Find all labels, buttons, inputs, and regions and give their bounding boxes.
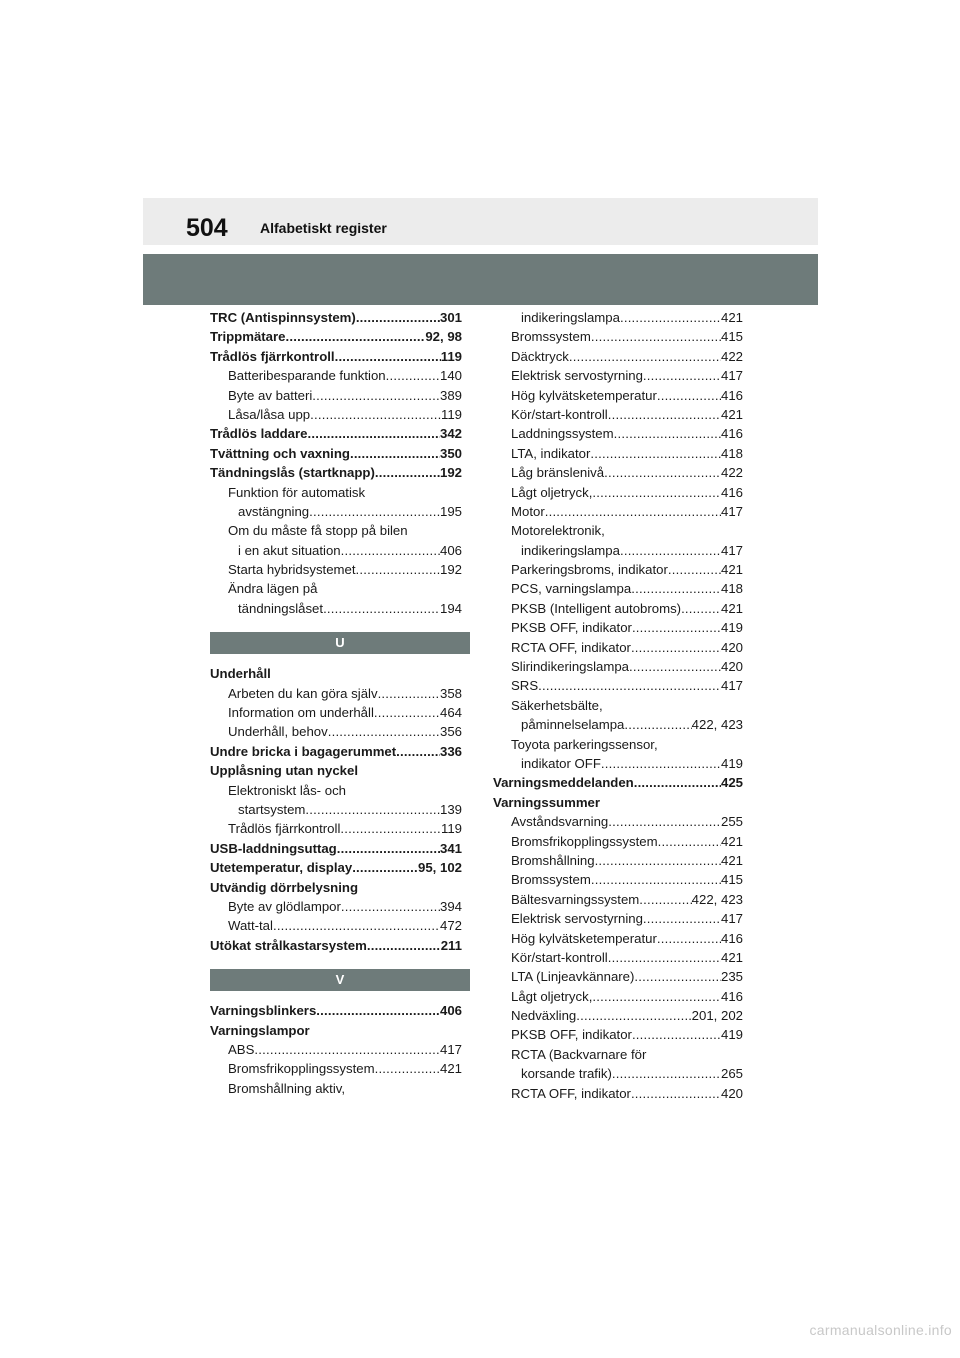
leader-dots <box>286 327 426 346</box>
index-entry-page: 418 <box>720 445 743 461</box>
leader-dots <box>310 405 441 424</box>
leader-dots <box>590 444 721 463</box>
index-entry-term: Låsa/låsa upp <box>228 406 311 422</box>
index-entry <box>210 424 462 443</box>
index-entry-page: 394 <box>439 898 462 914</box>
index-entry <box>210 463 462 482</box>
index-entry-term: ABS <box>228 1041 255 1057</box>
index-entry-term: Lågt oljetryck, <box>511 484 593 500</box>
header-bar <box>143 198 818 245</box>
index-entry-term: Hög kylvätsketemperatur <box>511 930 657 946</box>
index-entry-term: Watt-tal <box>228 918 273 934</box>
index-entry <box>493 1064 743 1083</box>
index-entry-term: TRC (Antispinnsystem) <box>210 310 356 325</box>
index-entry <box>210 1001 462 1020</box>
index-entry <box>210 327 462 346</box>
index-entry-term: Funktion för automatisk <box>228 484 366 500</box>
index-entry-page: 422 <box>720 348 743 364</box>
leader-dots <box>386 366 440 385</box>
index-entry <box>493 1025 743 1044</box>
leader-dots <box>657 386 721 405</box>
index-entry-term: Ändra lägen på <box>228 581 318 597</box>
index-entry <box>493 929 743 948</box>
leader-dots <box>367 936 441 955</box>
leader-dots <box>631 638 721 657</box>
index-entry-term: PKSB OFF, indikator <box>511 1027 632 1043</box>
index-entry <box>210 366 462 385</box>
index-entry-page: 417 <box>720 368 743 384</box>
index-entry-page: 422, 423 <box>691 891 743 907</box>
index-entry <box>493 521 743 540</box>
leader-dots <box>375 463 440 482</box>
index-entry-term: Nedväxling <box>511 1008 577 1024</box>
index-entry-page: 416 <box>720 426 743 442</box>
index-entry-page: 119 <box>440 406 462 422</box>
leader-dots <box>632 618 721 637</box>
leader-dots <box>305 800 440 819</box>
leader-dots <box>378 684 440 703</box>
index-entry-term: Bromssystem <box>511 872 591 888</box>
index-entry <box>210 916 462 935</box>
index-entry-term: Bältesvarningssystem <box>511 891 640 907</box>
index-entry <box>493 735 743 754</box>
leader-dots <box>657 929 721 948</box>
index-entry <box>210 722 462 741</box>
leader-dots <box>608 405 721 424</box>
index-entry-term: RCTA OFF, indikator <box>511 639 631 655</box>
index-entry <box>210 703 462 722</box>
leader-dots <box>620 541 721 560</box>
leader-dots <box>639 890 691 909</box>
leader-dots <box>634 967 721 986</box>
index-entry <box>493 987 743 1006</box>
index-entry-page: 211 <box>440 937 462 953</box>
leader-dots <box>356 308 440 327</box>
index-entry-page: 415 <box>720 329 743 345</box>
index-entry <box>493 909 743 928</box>
index-entry-page: 341 <box>439 840 462 856</box>
index-entry-page: 119 <box>440 821 462 837</box>
index-entry <box>210 405 462 424</box>
index-entry <box>493 870 743 889</box>
leader-dots <box>595 851 721 870</box>
index-entry-page: 421 <box>720 852 743 868</box>
index-entry <box>210 599 462 618</box>
index-entry-term: Undre bricka i bagagerummet <box>210 743 397 759</box>
index-entry-term: Säkerhetsbälte, <box>511 697 603 713</box>
index-entry <box>210 444 462 463</box>
index-entry-term: SRS <box>511 678 539 694</box>
index-entry-page: 139 <box>439 801 462 817</box>
leader-dots <box>631 579 721 598</box>
index-entry-page: 420 <box>720 1085 743 1101</box>
index-entry-page: 421 <box>720 310 743 325</box>
index-entry-term: Trådlös fjärrkontroll <box>228 821 341 837</box>
leader-dots <box>307 424 440 443</box>
index-entry <box>493 773 743 792</box>
index-entry <box>493 483 743 502</box>
index-entry-page: 421 <box>720 833 743 849</box>
index-entry <box>210 386 462 405</box>
index-entry <box>210 1059 462 1078</box>
index-entry-page: 358 <box>439 685 462 701</box>
index-entry-term: indikeringslampa <box>521 310 620 325</box>
index-entry <box>210 858 462 877</box>
index-entry-page: 265 <box>720 1066 743 1082</box>
index-entry-page: 417 <box>720 911 743 927</box>
index-entry <box>493 676 743 695</box>
index-entry-term: Hög kylvätsketemperatur <box>511 387 657 403</box>
leader-dots <box>612 1064 721 1083</box>
index-entry <box>210 560 462 579</box>
index-entry <box>210 1079 462 1098</box>
leader-dots <box>592 483 721 502</box>
leader-dots <box>634 773 721 792</box>
index-entry-page: 140 <box>439 368 462 384</box>
index-entry <box>493 967 743 986</box>
index-entry <box>493 948 743 967</box>
index-entry <box>210 878 462 897</box>
leader-dots <box>620 308 721 327</box>
index-entry <box>493 890 743 909</box>
leader-dots <box>576 1006 691 1025</box>
index-entry <box>493 793 743 812</box>
index-entry-term: Toyota parkeringssensor, <box>511 736 658 752</box>
leader-dots <box>604 463 721 482</box>
index-entry <box>493 366 743 385</box>
index-entry-page: 421 <box>720 562 743 578</box>
index-entry-term: indikator OFF <box>521 755 601 771</box>
index-entry-page: 301 <box>439 310 462 325</box>
index-entry-term: Tvättning och vaxning <box>210 445 350 461</box>
index-entry-term: Kör/start-kontroll <box>511 406 608 422</box>
index-entry-page: 464 <box>439 705 462 721</box>
index-entry <box>493 560 743 579</box>
leader-dots <box>629 657 721 676</box>
index-entry-page: 416 <box>720 988 743 1004</box>
index-entry <box>493 638 743 657</box>
index-entry-page: 195 <box>439 503 462 519</box>
index-entry-term: Trådlös fjärrkontroll <box>210 348 335 364</box>
index-entry-page: 425 <box>720 775 743 791</box>
index-entry-page: 472 <box>439 918 462 934</box>
index-entry-term: Utvändig dörrbelysning <box>210 879 359 895</box>
index-entry <box>493 1006 743 1025</box>
leader-dots <box>316 1001 440 1020</box>
index-entry-page: 419 <box>720 620 743 636</box>
leader-dots <box>335 347 441 366</box>
index-entry-term: Om du måste få stopp på bilen <box>228 523 408 539</box>
leader-dots <box>356 560 440 579</box>
index-entry-page: 342 <box>439 426 462 442</box>
index-entry-page: 336 <box>439 743 462 759</box>
index-entry-page: 235 <box>720 969 743 985</box>
index-entry-page: 192 <box>439 562 462 578</box>
index-entry <box>493 405 743 424</box>
index-entry-term: Motorelektronik, <box>511 523 605 539</box>
index-entry-page: 194 <box>439 600 462 616</box>
index-entry-page: 416 <box>720 484 743 500</box>
index-entry <box>210 781 462 800</box>
index-entry <box>210 761 462 780</box>
index-entry <box>493 327 743 346</box>
index-entry-page: 201, 202 <box>691 1008 743 1024</box>
index-entry-term: Motor <box>511 503 545 519</box>
index-entry <box>210 664 462 683</box>
index-entry <box>493 1045 743 1064</box>
index-entry <box>210 936 462 955</box>
index-entry-term: Bromsfrikopplingssystem <box>228 1061 375 1077</box>
index-entry <box>493 715 743 734</box>
index-entry <box>493 599 743 618</box>
index-entry-term: Upplåsning utan nyckel <box>210 763 359 779</box>
index-entry <box>493 444 743 463</box>
index-entry-term: PCS, varningslampa <box>511 581 632 597</box>
index-entry-term: Elektroniskt lås- och <box>228 782 346 798</box>
leader-dots <box>350 444 440 463</box>
index-entry-page: 417 <box>720 542 743 558</box>
index-entry-term: startsystem <box>238 801 306 817</box>
index-column-right <box>493 308 743 1103</box>
index-entry-term: RCTA OFF, indikator <box>511 1085 631 1101</box>
index-entry-term: Trippmätare <box>210 329 286 345</box>
index-entry-term: Underhåll, behov <box>228 724 328 740</box>
index-entry <box>210 483 462 502</box>
leader-dots <box>608 948 721 967</box>
index-entry-term: Varningsblinkers <box>210 1003 317 1019</box>
index-entry <box>210 800 462 819</box>
index-entry-page: 422 <box>720 465 743 481</box>
index-entry-term: RCTA (Backvarnare för <box>511 1046 647 1062</box>
index-entry <box>210 579 462 598</box>
leader-dots <box>624 715 691 734</box>
index-letter-heading: V <box>210 969 470 991</box>
leader-dots <box>340 819 441 838</box>
index-entry <box>493 579 743 598</box>
index-entry-term: Starta hybridsystemet <box>228 562 356 578</box>
leader-dots <box>643 909 721 928</box>
index-entry <box>493 832 743 851</box>
index-entry-term: Tändningslås (startknapp) <box>210 465 375 481</box>
leader-dots <box>632 1025 721 1044</box>
index-entry-page: 417 <box>439 1041 462 1057</box>
leader-dots <box>614 424 721 443</box>
index-entry-page: 406 <box>439 542 462 558</box>
index-entry-term: LTA (Linjeavkännare) <box>511 969 635 985</box>
index-entry <box>493 618 743 637</box>
index-entry <box>210 1021 462 1040</box>
index-entry-term: Utökat strålkastarsystem <box>210 937 367 953</box>
index-column-left <box>210 308 462 1098</box>
index-entry-page: 421 <box>720 949 743 965</box>
leader-dots <box>341 897 440 916</box>
header-decoration-band <box>143 254 818 305</box>
index-entry-page: 389 <box>439 387 462 403</box>
index-entry-term: Slirindikeringslampa <box>511 659 630 675</box>
index-entry-term: Varningssummer <box>493 794 601 810</box>
index-entry-page: 255 <box>720 814 743 830</box>
index-entry-term: påminnelselampa <box>521 717 625 733</box>
leader-dots <box>328 722 440 741</box>
index-entry-term: Utetemperatur, display <box>210 860 353 876</box>
index-entry-term: Elektrisk servostyrning <box>511 911 643 927</box>
index-entry <box>493 308 743 327</box>
index-entry-term: Varningslampor <box>210 1022 310 1038</box>
index-entry-term: Elektrisk servostyrning <box>511 368 643 384</box>
index-entry-page: 419 <box>720 1027 743 1043</box>
index-entry-term: Avståndsvarning <box>511 814 609 830</box>
index-entry-term: Arbeten du kan göra själv <box>228 685 378 701</box>
index-entry-term: Bromshållning <box>511 852 595 868</box>
index-entry <box>210 1040 462 1059</box>
index-entry-term: Information om underhåll <box>228 705 374 721</box>
leader-dots <box>312 386 440 405</box>
index-entry-page: 417 <box>720 678 743 694</box>
leader-dots <box>396 742 440 761</box>
index-entry-term: Bromsfrikopplingssystem <box>511 833 658 849</box>
index-entry-term: PKSB (Intelligent autobroms) <box>511 600 682 616</box>
index-entry-term: Underhåll <box>210 666 271 682</box>
index-entry-page: 420 <box>720 659 743 675</box>
index-entry-page: 417 <box>720 503 743 519</box>
leader-dots <box>569 347 721 366</box>
index-entry-page: 356 <box>439 724 462 740</box>
index-entry <box>210 541 462 560</box>
index-entry <box>210 521 462 540</box>
index-entry <box>493 541 743 560</box>
leader-dots <box>681 599 721 618</box>
index-entry-term: USB-laddningsuttag <box>210 840 337 856</box>
leader-dots <box>352 858 418 877</box>
index-entry-page: 416 <box>720 930 743 946</box>
index-entry-term: Varningsmeddelanden <box>493 775 634 791</box>
leader-dots <box>591 327 721 346</box>
leader-dots <box>668 560 721 579</box>
index-entry-page: 418 <box>720 581 743 597</box>
index-entry-term: Lågt oljetryck, <box>511 988 593 1004</box>
index-entry-page: 421 <box>720 600 743 616</box>
leader-dots <box>337 839 440 858</box>
index-entry <box>493 696 743 715</box>
index-entry <box>493 1084 743 1103</box>
index-entry-page: 421 <box>720 406 743 422</box>
index-entry <box>493 812 743 831</box>
page-number: 504 <box>186 214 228 242</box>
index-entry-page: 92, 98 <box>425 329 462 345</box>
index-entry-term: Bromssystem <box>511 329 591 345</box>
index-entry-term: Kör/start-kontroll <box>511 949 608 965</box>
index-entry <box>210 347 462 366</box>
leader-dots <box>608 812 721 831</box>
leader-dots <box>545 502 721 521</box>
index-entry <box>493 502 743 521</box>
index-entry-term: korsande trafik) <box>521 1066 612 1082</box>
leader-dots <box>538 676 721 695</box>
index-entry-term: Byte av batteri <box>228 387 313 403</box>
index-entry-term: avstängning <box>238 503 310 519</box>
index-entry-term: Parkeringsbroms, indikator <box>511 562 668 578</box>
index-entry <box>493 463 743 482</box>
index-entry-page: 416 <box>720 387 743 403</box>
leader-dots <box>375 1059 440 1078</box>
index-entry-term: LTA, indikator <box>511 445 591 461</box>
leader-dots <box>643 366 721 385</box>
leader-dots <box>273 916 440 935</box>
index-entry <box>493 657 743 676</box>
index-entry-term: Låg bränslenivå <box>511 465 605 481</box>
index-entry <box>493 347 743 366</box>
index-entry <box>210 839 462 858</box>
index-entry-page: 415 <box>720 872 743 888</box>
index-entry-term: Däcktryck <box>511 348 569 364</box>
leader-dots <box>323 599 440 618</box>
index-entry-term: i en akut situation <box>238 542 341 558</box>
index-entry-term: Bromshållning aktiv, <box>228 1080 346 1096</box>
leader-dots <box>601 754 721 773</box>
index-entry-term: Batteribesparande funktion <box>228 368 386 384</box>
index-entry <box>493 754 743 773</box>
index-entry <box>210 308 462 327</box>
index-entry <box>210 502 462 521</box>
index-entry-page: 192 <box>439 465 462 481</box>
index-entry-page: 95, 102 <box>418 860 462 876</box>
section-title: Alfabetiskt register <box>260 220 387 236</box>
leader-dots <box>591 870 721 889</box>
index-entry-term: Trådlös laddare <box>210 426 308 442</box>
index-entry-term: tändningslåset <box>238 600 324 616</box>
index-entry-page: 422, 423 <box>691 717 743 733</box>
index-entry-term: Laddningssystem <box>511 426 614 442</box>
watermark: carmanualsonline.info <box>809 1322 952 1338</box>
index-entry-term: PKSB OFF, indikator <box>511 620 632 636</box>
index-entry-page: 350 <box>439 445 462 461</box>
index-entry <box>493 424 743 443</box>
index-entry <box>493 851 743 870</box>
index-entry-term: indikeringslampa <box>521 542 620 558</box>
index-entry-page: 119 <box>440 348 462 364</box>
leader-dots <box>254 1040 440 1059</box>
leader-dots <box>341 541 440 560</box>
index-entry <box>210 897 462 916</box>
index-entry-page: 406 <box>439 1003 462 1019</box>
index-entry <box>210 684 462 703</box>
index-entry-page: 421 <box>439 1061 462 1077</box>
leader-dots <box>374 703 440 722</box>
leader-dots <box>658 832 721 851</box>
index-entry-term: Byte av glödlampor <box>228 898 341 914</box>
index-entry-page: 420 <box>720 639 743 655</box>
index-entry-page: 419 <box>720 755 743 771</box>
index-entry <box>493 386 743 405</box>
index-entry <box>210 742 462 761</box>
leader-dots <box>309 502 440 521</box>
index-entry <box>210 819 462 838</box>
index-letter-heading: U <box>210 632 470 654</box>
leader-dots <box>631 1084 721 1103</box>
leader-dots <box>592 987 721 1006</box>
